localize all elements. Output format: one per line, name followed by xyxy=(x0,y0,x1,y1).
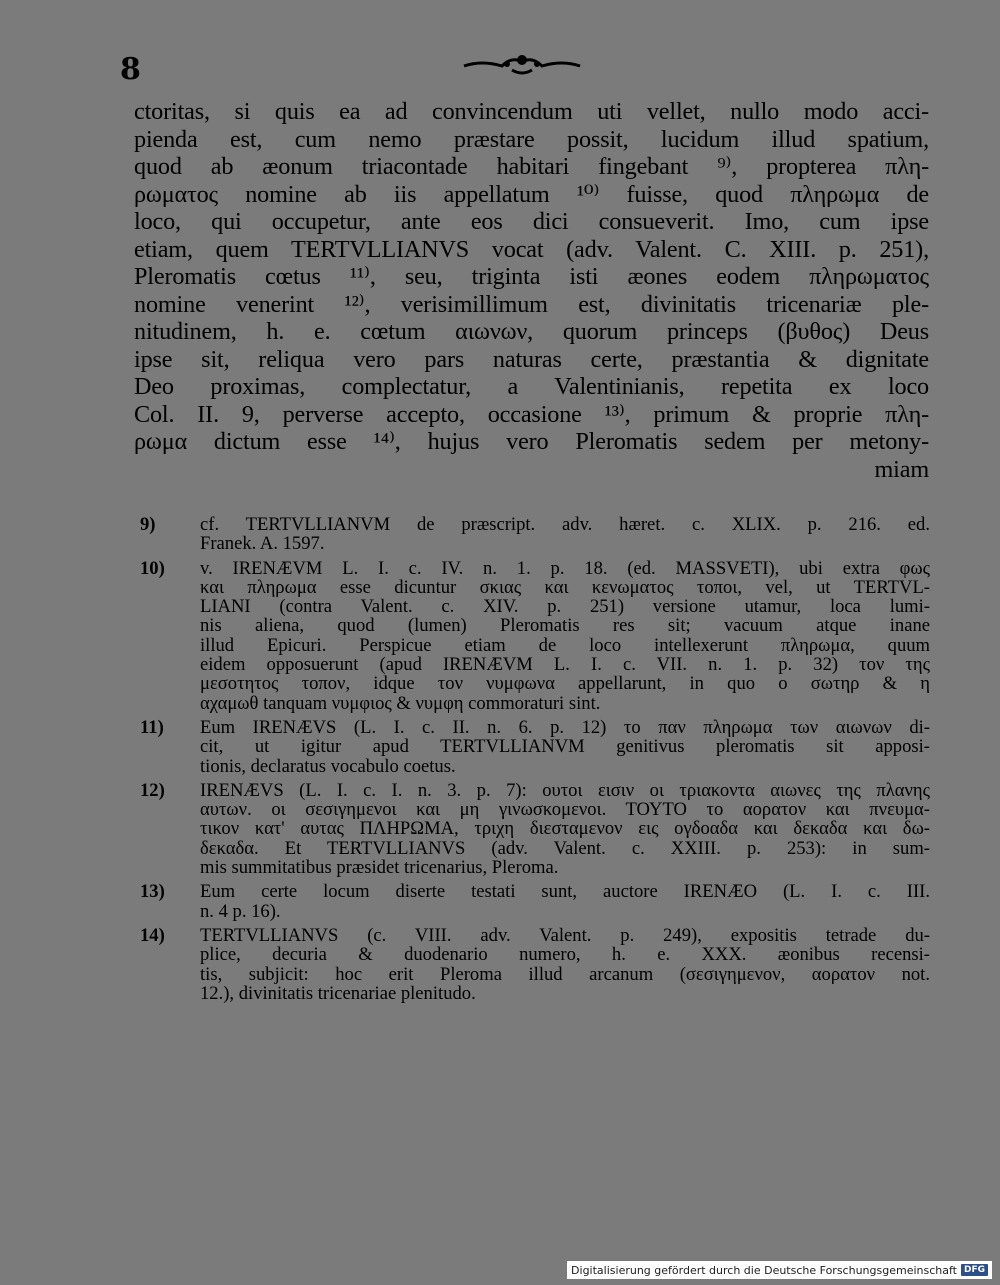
footnote-line: αυτων. οι σεσιγημενοι και μη γινωσκομενοι. ΤΟΥΤΟ το αορατον και πνευμα- xyxy=(200,800,930,820)
footnote-line: Eum certe locum diserte testati sunt, auctore IRENÆO (L. I. c. III. xyxy=(200,882,930,902)
footnote-line: LIANI (contra Valent. c. XIV. p. 251) versione utamur, loca lumi- xyxy=(200,597,930,617)
footnote-number: 14) xyxy=(140,924,165,946)
digitization-footer xyxy=(567,1261,992,1279)
footnote-line: illud Epicuri. Perspicue etiam de loco intellexerunt πληρωμα, quum xyxy=(200,635,930,656)
main-text-line: ipse sit, reliqua vero pars naturas certe, præstantia & dignitate xyxy=(134,345,929,373)
ornament-icon xyxy=(462,48,582,78)
footnote-number: 9) xyxy=(140,514,156,535)
main-text-line: Pleromatis cœtus ¹¹⁾, seu, triginta isti æones eodem πληρωματος xyxy=(134,263,929,290)
footnote-line: nis aliena, quod (lumen) Pleromatis res sit; vacuum atque inane xyxy=(200,616,930,636)
footnote-line: Franek. A. 1597. xyxy=(200,534,325,554)
main-text-line: quod ab æonum triacontade habitari fingebant ⁹⁾, propterea πλη- xyxy=(134,153,929,180)
footnote-line: TERTVLLIANVS (c. VIII. adv. Valent. p. 249), expositis tetrade du- xyxy=(200,925,930,946)
footnote-line: tis, subjicit: hoc erit Pleroma illud arcanum (σεσιγημενον, αορατον not. xyxy=(200,964,930,984)
page-number: 8 xyxy=(120,52,141,87)
main-text-line: loco, qui occupetur, ante eos dici consueverit. Imo, cum ipse xyxy=(134,208,929,235)
main-text-line: etiam, quem TERTVLLIANVS vocat (adv. Valent. C. XIII. p. 251), xyxy=(134,235,929,263)
footnote-line: Eum IRENÆVS (L. I. c. II. n. 6. p. 12) το παν πληρωμα των αιωνων di- xyxy=(200,717,930,738)
footer-text: Digitalisierung gefördert durch die Deutsche Forschungsgemeinschaft xyxy=(571,1263,957,1277)
main-text-line: ρωματος nomine ab iis appellatum ¹⁰⁾ fuisse, quod πληρωμα de xyxy=(134,180,929,208)
footnotes xyxy=(140,515,930,1008)
footnote xyxy=(140,718,930,776)
main-text-line: ctoritas, si quis ea ad convincendum uti vellet, nullo modo acci- xyxy=(134,98,929,125)
main-text-line: nitudinem, h. e. cœtum αιωνων, quorum princeps (βυθος) Deus xyxy=(134,318,929,345)
footnote xyxy=(140,515,930,554)
footnote-line: και πληρωμα esse dicuntur σκιας και κενωματος τοποι, vel, ut TERTVL- xyxy=(200,577,930,598)
main-text-line: pienda est, cum nemo præstare possit, lucidum illud spatium, xyxy=(134,125,929,153)
footnote-line: μεσοτητος τοπον, idque τον νυμφωνα appellarunt, in quo ο σωτηρ & η xyxy=(200,674,930,694)
footnote-line: cit, ut igitur apud TERTVLLIANVM genitivus pleromatis sit apposi- xyxy=(200,737,930,757)
main-text-line: Col. II. 9, perverse accepto, occasione ¹³⁾, primum & proprie πλη- xyxy=(134,400,929,428)
footnote-number: 13) xyxy=(140,881,165,903)
main-text-line: nomine venerint ¹²⁾, verisimillimum est, divinitatis tricenariæ ple- xyxy=(134,290,929,318)
footnote-line: 12.), divinitatis tricenariae plenitudo. xyxy=(200,983,476,1004)
main-text-line: miam xyxy=(874,455,929,483)
footnote-line: eidem opposuerunt (apud IRENÆVM L. I. c. VII. n. 1. p. 32) τον της xyxy=(200,655,930,675)
main-text-line: ρωμα dictum esse ¹⁴⁾, hujus vero Pleromatis sedem per metony- xyxy=(134,428,929,455)
footnote-line: τικον κατ' αυτας ΠΛΗΡΩΜΑ, τριχη διεσταμενον εις ογδοαδα και δεκαδα και δω- xyxy=(200,819,930,839)
dfg-logo: DFG xyxy=(961,1264,988,1276)
footnote-line: n. 4 p. 16). xyxy=(200,901,281,921)
main-text-line: Deo proximas, complectatur, a Valentinianis, repetita ex loco xyxy=(134,373,929,400)
footnote-line: v. IRENÆVM L. I. c. IV. n. 1. p. 18. (ed. MASSVETI), ubi extra φως xyxy=(200,558,930,578)
footnote xyxy=(140,781,930,877)
footnote-line: cf. TERTVLLIANVM de præscript. adv. hæret. c. XLIX. p. 216. ed. xyxy=(200,515,930,535)
footnote-line: αχαμωθ tanquam νυμφιος & νυμφη commoraturi sint. xyxy=(200,693,601,713)
footnote xyxy=(140,882,930,921)
footnote xyxy=(140,559,930,713)
footnote xyxy=(140,926,930,1003)
footnote-number: 10) xyxy=(140,557,165,579)
main-text-block xyxy=(134,98,929,483)
footnote-line: IRENÆVS (L. I. c. I. n. 3. p. 7): ουτοι εισιν οι τριακοντα αιωνες της πλανης xyxy=(200,780,930,801)
footnote-line: δεκαδα. Et TERTVLLIANVS (adv. Valent. c. XXIII. p. 253): in sum- xyxy=(200,838,930,859)
footnote-line: plice, decuria & duodenario numero, h. e. XXX. æonibus recensi- xyxy=(200,945,930,965)
footnote-number: 12) xyxy=(140,779,165,801)
footnote-line: mis summitatibus præsidet tricenarius, Pleroma. xyxy=(200,858,559,878)
footnote-line: tionis, declaratus vocabulo coetus. xyxy=(200,756,456,776)
footnote-number: 11) xyxy=(140,716,164,738)
